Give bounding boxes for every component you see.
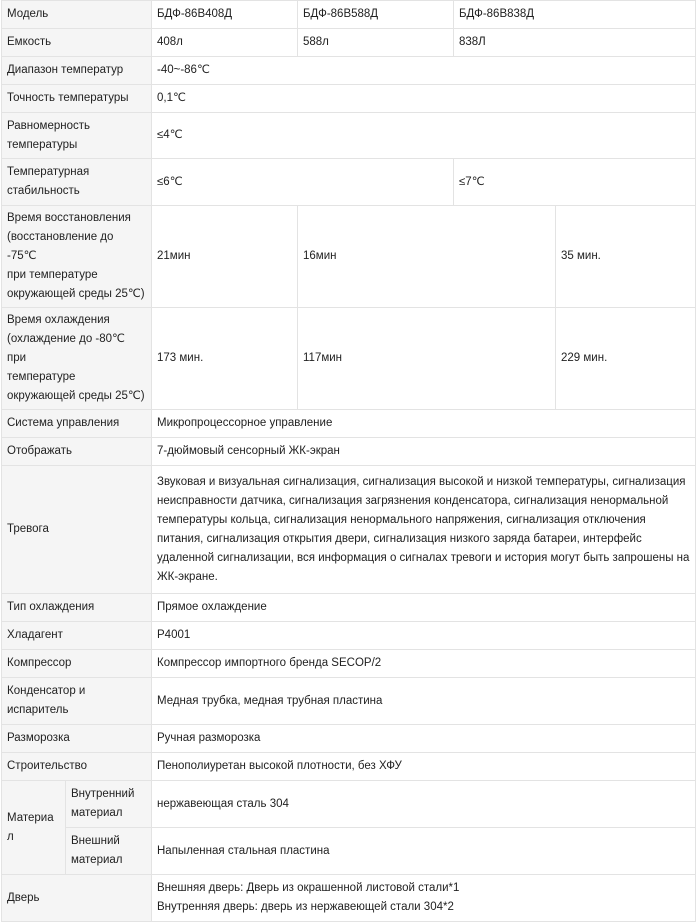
row-display xyxy=(2,438,696,466)
row-recovery-time xyxy=(2,206,696,308)
cooling-time-value-1: 173 мин. xyxy=(152,308,298,410)
model-value-3: БДФ-86В838Д xyxy=(454,1,696,29)
condenser-label-line: испаритель xyxy=(7,704,69,716)
temp-stability-label-line: Температурная xyxy=(7,166,90,178)
row-door xyxy=(2,875,696,922)
recovery-time-label-line: (восстановление до -75℃ xyxy=(7,231,114,262)
refrigerant-label: Хладагент xyxy=(2,622,152,650)
alarm-text-line: температуры кольца, сигнализация ненормального напряжения, сигнализация отключения xyxy=(157,513,646,526)
capacity-value-3: 838Л xyxy=(454,29,696,57)
material-label: Материал xyxy=(2,781,66,875)
outer-material-label-line: материал xyxy=(71,854,123,866)
spec-table xyxy=(1,0,696,922)
condenser-label-line: Конденсатор и xyxy=(7,685,86,697)
recovery-time-label-line: Время восстановления xyxy=(7,212,131,224)
row-construction xyxy=(2,753,696,781)
model-label: Модель xyxy=(2,1,152,29)
control-system-label: Система управления xyxy=(2,410,152,438)
row-temp-range xyxy=(2,57,696,85)
temp-uniformity-label-line: Равномерность xyxy=(7,119,90,132)
construction-value: Пенополиуретан высокой плотности, без ХФУ xyxy=(152,753,696,781)
construction-label: Строительство xyxy=(2,753,152,781)
row-capacity xyxy=(2,29,696,57)
cooling-time-label-line: (охлаждение до -80℃ при xyxy=(7,333,125,364)
temp-stability-label-line: стабильность xyxy=(7,185,80,197)
capacity-value-1: 408л xyxy=(152,29,298,57)
temp-stability-label xyxy=(2,159,152,206)
display-label: Отображать xyxy=(2,438,152,466)
compressor-value: Компрессор импортного бренда SECOP/2 xyxy=(152,650,696,678)
temp-range-label: Диапазон температур xyxy=(2,57,152,85)
row-condenser xyxy=(2,678,696,725)
inner-material-label-line: Внутренний xyxy=(71,788,135,800)
cooling-time-label-line: температуре xyxy=(7,371,76,383)
alarm-text-line: ЖК-экране. xyxy=(157,570,218,583)
recovery-time-label-line: при температуре xyxy=(7,269,98,281)
row-material-inner xyxy=(2,781,696,828)
cooling-time-value-3: 229 мин. xyxy=(556,308,696,410)
row-temp-stability xyxy=(2,159,696,206)
temp-accuracy-label: Точность температуры xyxy=(2,85,152,113)
cooling-type-label: Тип охлаждения xyxy=(2,594,152,622)
recovery-time-value-1: 21мин xyxy=(152,206,298,308)
cooling-time-label-line: окружающей среды 25℃) xyxy=(7,390,145,402)
row-compressor xyxy=(2,650,696,678)
row-temp-uniformity xyxy=(2,113,696,159)
control-system-value: Микропроцессорное управление xyxy=(152,410,696,438)
cooling-time-label xyxy=(2,308,152,410)
row-cooling-type xyxy=(2,594,696,622)
temp-stability-value-b: ≤7℃ xyxy=(454,159,696,206)
cooling-time-label-line: Время охлаждения xyxy=(7,314,110,326)
recovery-time-label xyxy=(2,206,152,308)
alarm-text-line: питания, сигнализация открытия двери, сигнализация низкого заряда батареи, интерфейс xyxy=(157,532,642,545)
cooling-type-value: Прямое охлаждение xyxy=(152,594,696,622)
alarm-text-line: неисправности датчика, сигнализация загрязнения конденсатора, сигнализация ненормальной xyxy=(157,494,669,507)
temp-uniformity-value: ≤4℃ xyxy=(152,113,696,159)
row-alarm xyxy=(2,466,696,594)
row-temp-accuracy xyxy=(2,85,696,113)
alarm-text-line: Звуковая и визуальная сигнализация, сигнализация высокой и низкой температуры, сигнализация xyxy=(157,475,686,488)
door-label: Дверь xyxy=(2,875,152,922)
compressor-label: Компрессор xyxy=(2,650,152,678)
capacity-label: Емкость xyxy=(2,29,152,57)
door-text-line: Внутренняя дверь: дверь из нержавеющей стали 304*2 xyxy=(157,901,454,913)
row-model xyxy=(2,1,696,29)
alarm-text-line: удаленной сигнализации, вся информация о сигналах тревоги и история могут быть запрошены на xyxy=(157,551,690,564)
row-defrost xyxy=(2,725,696,753)
temp-stability-value-a: ≤6℃ xyxy=(152,159,454,206)
model-value-2: БДФ-86В588Д xyxy=(298,1,454,29)
alarm-value xyxy=(152,466,696,594)
refrigerant-value: Р4001 xyxy=(152,622,696,650)
temp-range-value: -40~-86℃ xyxy=(152,57,696,85)
temp-accuracy-value: 0,1℃ xyxy=(152,85,696,113)
display-value: 7-дюймовый сенсорный ЖК-экран xyxy=(152,438,696,466)
alarm-label: Тревога xyxy=(2,466,152,594)
recovery-time-label-line: окружающей среды 25℃) xyxy=(7,288,145,300)
outer-material-value: Напыленная стальная пластина xyxy=(152,828,696,875)
inner-material-value: нержавеющая сталь 304 xyxy=(152,781,696,828)
row-cooling-time xyxy=(2,308,696,410)
cooling-time-value-2: 117мин xyxy=(298,308,556,410)
defrost-label: Разморозка xyxy=(2,725,152,753)
row-refrigerant xyxy=(2,622,696,650)
inner-material-label-line: материал xyxy=(71,807,123,819)
temp-uniformity-label xyxy=(2,113,152,159)
outer-material-label xyxy=(66,828,152,875)
door-value xyxy=(152,875,696,922)
row-control-system xyxy=(2,410,696,438)
model-value-1: БДФ-86В408Д xyxy=(152,1,298,29)
condenser-value: Медная трубка, медная трубная пластина xyxy=(152,678,696,725)
recovery-time-value-3: 35 мин. xyxy=(556,206,696,308)
recovery-time-value-2: 16мин xyxy=(298,206,556,308)
temp-uniformity-label-line: температуры xyxy=(7,138,78,151)
door-text-line: Внешняя дверь: Дверь из окрашенной листовой стали*1 xyxy=(157,882,460,894)
capacity-value-2: 588л xyxy=(298,29,454,57)
row-material-outer xyxy=(2,828,696,875)
outer-material-label-line: Внешний xyxy=(71,835,120,847)
condenser-label xyxy=(2,678,152,725)
defrost-value: Ручная разморозка xyxy=(152,725,696,753)
inner-material-label xyxy=(66,781,152,828)
